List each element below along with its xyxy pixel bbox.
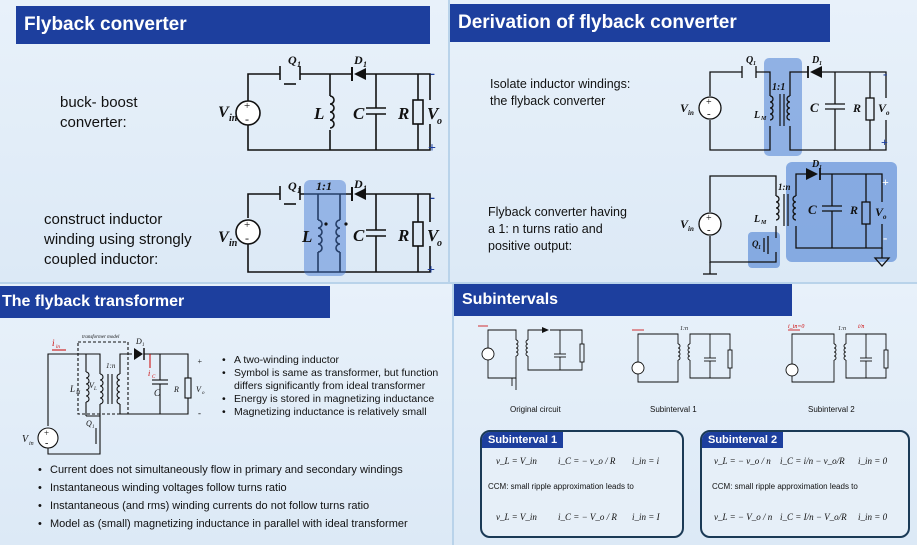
svg-text:D: D <box>812 55 820 66</box>
svg-text:V: V <box>196 385 201 394</box>
svg-text:Q: Q <box>288 179 297 193</box>
diode-top <box>354 68 366 80</box>
slide-title: Subintervals <box>454 284 792 316</box>
svg-text:o: o <box>437 116 442 127</box>
svg-text:+: + <box>244 219 251 231</box>
svg-text:V: V <box>680 101 689 115</box>
svg-text:+: + <box>244 100 251 112</box>
svg-text:i: i <box>148 369 151 378</box>
svg-text:1: 1 <box>819 61 822 67</box>
svg-text:-: - <box>430 190 435 206</box>
svg-text:V: V <box>218 104 229 121</box>
list-item: • Symbol is same as transformer, but function differs significantly from ideal transformer <box>222 367 450 393</box>
list-item: • A two-winding inductor <box>222 354 450 367</box>
svg-text:-: - <box>707 224 711 236</box>
list-item: • Energy is stored in magnetizing inductance <box>222 393 450 406</box>
svg-text:L: L <box>70 384 76 394</box>
svg-text:L: L <box>754 110 761 121</box>
svg-text:D: D <box>136 337 142 346</box>
svg-text:C: C <box>353 226 365 245</box>
caption-subinterval-1: Subinterval 1 <box>650 405 697 414</box>
isolate-windings-label: Isolate inductor windings: the flyback converter <box>490 77 631 108</box>
svg-text:-: - <box>198 408 201 418</box>
svg-text:1: 1 <box>753 61 756 67</box>
svg-text:-: - <box>883 230 888 245</box>
svg-text:i_in=0: i_in=0 <box>788 324 805 330</box>
svg-text:1: 1 <box>819 165 822 171</box>
svg-text:R: R <box>398 104 410 123</box>
svg-text:V: V <box>22 434 29 445</box>
subinterval-2-title: Subinterval 2 <box>702 432 783 448</box>
slide-derivation <box>450 0 917 282</box>
slide-title: The flyback transformer <box>0 286 330 318</box>
svg-text:V: V <box>89 381 94 390</box>
svg-text:Q: Q <box>752 239 759 249</box>
svg-text:1:n: 1:n <box>106 362 116 370</box>
list-item: • Current does not simultaneously flow in primary and secondary windings <box>38 461 448 479</box>
buck-boost-schematic <box>0 0 448 282</box>
svg-text:+: + <box>197 357 203 366</box>
svg-text:1: 1 <box>363 60 367 69</box>
svg-text:D: D <box>812 159 820 170</box>
svg-text:o: o <box>437 238 442 249</box>
svg-text:R: R <box>398 226 410 245</box>
svg-text:C: C <box>810 100 819 115</box>
svg-text:V: V <box>427 104 439 123</box>
buck-boost-label: buck- boost converter: <box>60 94 138 131</box>
svg-text:V: V <box>427 226 439 245</box>
ccm-note: CCM: small ripple approximation leads to <box>488 482 634 491</box>
svg-text:C: C <box>353 104 365 123</box>
svg-text:in: in <box>688 109 694 117</box>
transformer-properties-list <box>222 354 450 419</box>
svg-text:D: D <box>354 177 363 191</box>
svg-text:L: L <box>302 227 313 246</box>
svg-text:+: + <box>427 263 435 278</box>
list-item: • Instantaneous winding voltages follow turns ratio <box>38 479 448 497</box>
subinterval-1-box: Subinterval 1 v_L = V_in i_C = − v_o / R i_in = i CCM: small ripple approximation leads to v_L = V_in i_C = − V_o / R i_in = I <box>480 430 684 538</box>
svg-text:o: o <box>202 391 205 396</box>
slide-title: Derivation of flyback converter <box>450 4 830 42</box>
list-item: • Model as (small) magnetizing inductance in parallel with ideal transformer <box>38 515 448 533</box>
flyback-schematics <box>450 0 917 282</box>
svg-text:C: C <box>154 388 161 398</box>
svg-text:in: in <box>229 113 238 124</box>
svg-text:1:n: 1:n <box>778 182 791 192</box>
svg-text:1: 1 <box>297 186 301 195</box>
svg-text:1: 1 <box>142 343 145 348</box>
svg-text:Q: Q <box>86 419 92 428</box>
svg-text:1:1: 1:1 <box>316 179 332 193</box>
svg-text:i: i <box>52 338 55 348</box>
svg-text:-: - <box>45 438 49 449</box>
svg-text:-: - <box>245 112 249 126</box>
svg-text:+: + <box>706 213 712 224</box>
turns-ratio-label: Flyback converter having a 1: n turns ratio and positive output: <box>488 205 627 253</box>
svg-text:in: in <box>688 225 694 233</box>
slide-flyback-converter <box>0 0 448 282</box>
svg-text:in: in <box>56 345 60 350</box>
svg-text:Q: Q <box>288 53 297 67</box>
svg-text:V: V <box>218 229 229 246</box>
list-item: • Instantaneous (and rms) winding currents do not follow turns ratio <box>38 497 448 515</box>
svg-text:-: - <box>883 66 888 81</box>
svg-text:+: + <box>44 428 50 438</box>
svg-text:D: D <box>354 53 363 67</box>
svg-text:C: C <box>152 375 156 380</box>
svg-text:1:n: 1:n <box>838 326 846 332</box>
svg-text:-: - <box>707 108 711 120</box>
svg-text:1:n: 1:n <box>680 326 688 332</box>
coupled-inductor-label: construct inductor winding using strongly coupled inductor: <box>44 211 192 268</box>
svg-text:1: 1 <box>297 60 301 69</box>
ccm-note: CCM: small ripple approximation leads to <box>712 482 858 491</box>
svg-text:+: + <box>882 175 889 189</box>
slide-subintervals <box>454 284 917 545</box>
svg-text:R: R <box>174 385 179 394</box>
svg-text:V: V <box>680 217 689 231</box>
svg-text:in: in <box>29 441 34 447</box>
slide-flyback-transformer <box>0 284 452 545</box>
svg-text:in: in <box>229 238 238 249</box>
svg-text:o: o <box>883 213 887 221</box>
subinterval-2-box: Subinterval 2 v_L = − v_o / n i_C = i/n − v_o/R i_in = 0 CCM: small ripple approximation leads to v_L = − V_o / n i_C = I/n − V_o/R i_in = 0 <box>700 430 910 538</box>
svg-text:L: L <box>314 104 325 123</box>
svg-text:+: + <box>881 135 888 149</box>
caption-subinterval-2: Subinterval 2 <box>808 405 855 414</box>
svg-text:R: R <box>850 203 859 217</box>
subinterval-1-title: Subinterval 1 <box>482 432 563 448</box>
svg-text:1: 1 <box>92 425 95 430</box>
list-item: • Magnetizing inductance is relatively small <box>222 406 450 419</box>
svg-text:1: 1 <box>758 245 761 251</box>
svg-text:V: V <box>875 205 884 219</box>
caption-original-circuit: Original circuit <box>510 405 561 414</box>
svg-text:L: L <box>94 387 97 392</box>
svg-text:M: M <box>761 220 767 226</box>
svg-text:Q: Q <box>746 55 754 66</box>
svg-text:L: L <box>754 214 761 225</box>
svg-text:-: - <box>245 231 249 245</box>
svg-text:V: V <box>878 101 887 115</box>
svg-text:C: C <box>808 202 817 217</box>
svg-text:i/n: i/n <box>858 324 865 330</box>
svg-text:M: M <box>76 391 81 396</box>
slide-title: Flyback converter <box>16 6 430 44</box>
svg-text:+: + <box>706 97 712 108</box>
svg-text:o: o <box>886 109 890 117</box>
svg-text:-: - <box>430 66 435 82</box>
svg-text:+: + <box>428 141 436 156</box>
svg-text:1: 1 <box>363 184 367 193</box>
svg-text:1:1: 1:1 <box>772 82 786 93</box>
svg-text:R: R <box>853 101 862 115</box>
winding-notes-list <box>38 461 448 533</box>
svg-text:M: M <box>761 116 767 122</box>
svg-text:transformer model: transformer model <box>82 335 120 340</box>
